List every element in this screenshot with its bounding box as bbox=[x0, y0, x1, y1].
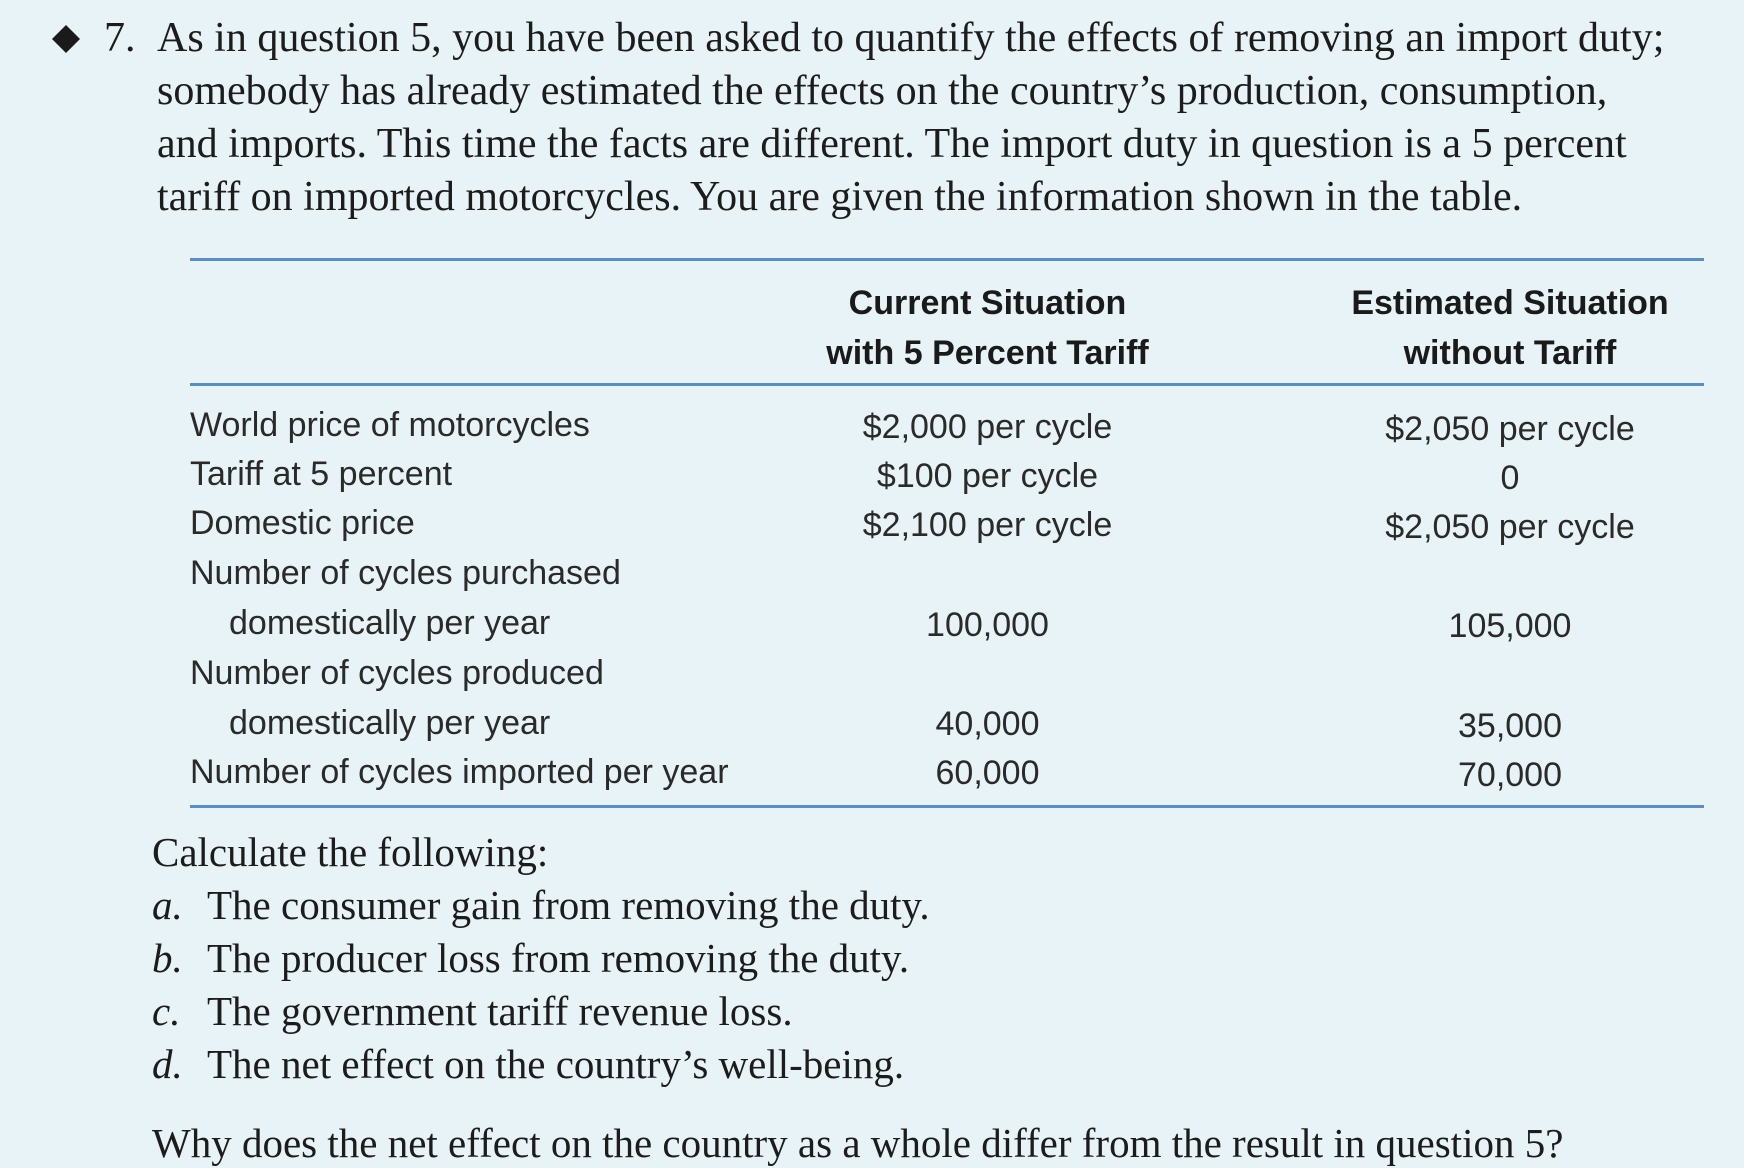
question-line: tariff on imported motorcycles. You are given the information shown in the table. bbox=[157, 174, 1523, 220]
cell-current-world-price: $2,000 per cycle bbox=[862, 408, 1113, 446]
table-top-rule bbox=[190, 258, 1704, 261]
list-item bbox=[152, 1038, 930, 1091]
item-letter: c. bbox=[152, 988, 181, 1034]
diamond-bullet-icon bbox=[52, 25, 80, 53]
cell-current-purchased: 100,000 bbox=[926, 606, 1049, 644]
cell-current-produced: 40,000 bbox=[935, 705, 1040, 743]
header-line: Current Situation bbox=[848, 284, 1127, 322]
row-label-world-price: World price of motorcycles bbox=[190, 406, 590, 444]
item-letter: d. bbox=[152, 1041, 183, 1087]
cell-estimated-imported: 70,000 bbox=[1458, 756, 1562, 794]
row-label-purchased-cont: domestically per year bbox=[229, 604, 551, 642]
row-label-purchased: Number of cycles purchased bbox=[190, 554, 621, 592]
question-line: and imports. This time the facts are different. The import duty in question is a 5 percent bbox=[157, 121, 1627, 167]
list-item bbox=[152, 985, 930, 1038]
table-header-rule bbox=[190, 383, 1704, 386]
cell-estimated-produced: 35,000 bbox=[1458, 707, 1562, 745]
header-line: with 5 Percent Tariff bbox=[826, 334, 1149, 372]
question-line: somebody has already estimated the effects on the country’s production, consumption, bbox=[157, 68, 1608, 114]
header-line: Estimated Situation bbox=[1351, 284, 1669, 322]
header-line: without Tariff bbox=[1403, 334, 1617, 372]
question-number: 7. bbox=[104, 15, 136, 61]
row-label-produced-cont: domestically per year bbox=[229, 704, 551, 742]
list-item bbox=[152, 879, 930, 932]
item-letter: b. bbox=[152, 935, 183, 981]
list-item bbox=[152, 932, 930, 985]
cell-estimated-world-price: $2,050 per cycle bbox=[1385, 410, 1635, 448]
cell-estimated-tariff: 0 bbox=[1500, 459, 1520, 497]
column-header-current bbox=[780, 278, 1195, 378]
calculate-intro: Calculate the following: bbox=[152, 829, 549, 875]
question-text bbox=[157, 12, 1717, 224]
row-label-produced: Number of cycles produced bbox=[190, 654, 604, 692]
item-text: The consumer gain from removing the duty. bbox=[207, 882, 930, 928]
row-label-tariff: Tariff at 5 percent bbox=[190, 455, 453, 493]
item-text: The net effect on the country’s well-being. bbox=[207, 1041, 905, 1087]
cell-current-tariff: $100 per cycle bbox=[876, 457, 1099, 495]
item-text: The government tariff revenue loss. bbox=[207, 988, 793, 1034]
calculate-section bbox=[152, 826, 930, 1091]
row-label-imported: Number of cycles imported per year bbox=[190, 753, 729, 791]
cell-current-domestic-price: $2,100 per cycle bbox=[862, 506, 1113, 544]
row-label-domestic-price: Domestic price bbox=[190, 504, 415, 542]
question-line: As in question 5, you have been asked to quantify the effects of removing an import duty; bbox=[157, 15, 1665, 61]
item-letter: a. bbox=[152, 882, 183, 928]
item-text: The producer loss from removing the duty. bbox=[207, 935, 910, 981]
cell-estimated-domestic-price: $2,050 per cycle bbox=[1385, 508, 1635, 546]
column-header-estimated bbox=[1310, 278, 1710, 378]
table-bottom-rule bbox=[190, 805, 1704, 808]
closing-question: Why does the net effect on the country as a whole differ from the result in question 5? bbox=[152, 1120, 1564, 1166]
cell-current-imported: 60,000 bbox=[935, 754, 1040, 792]
cell-estimated-purchased: 105,000 bbox=[1448, 607, 1572, 645]
